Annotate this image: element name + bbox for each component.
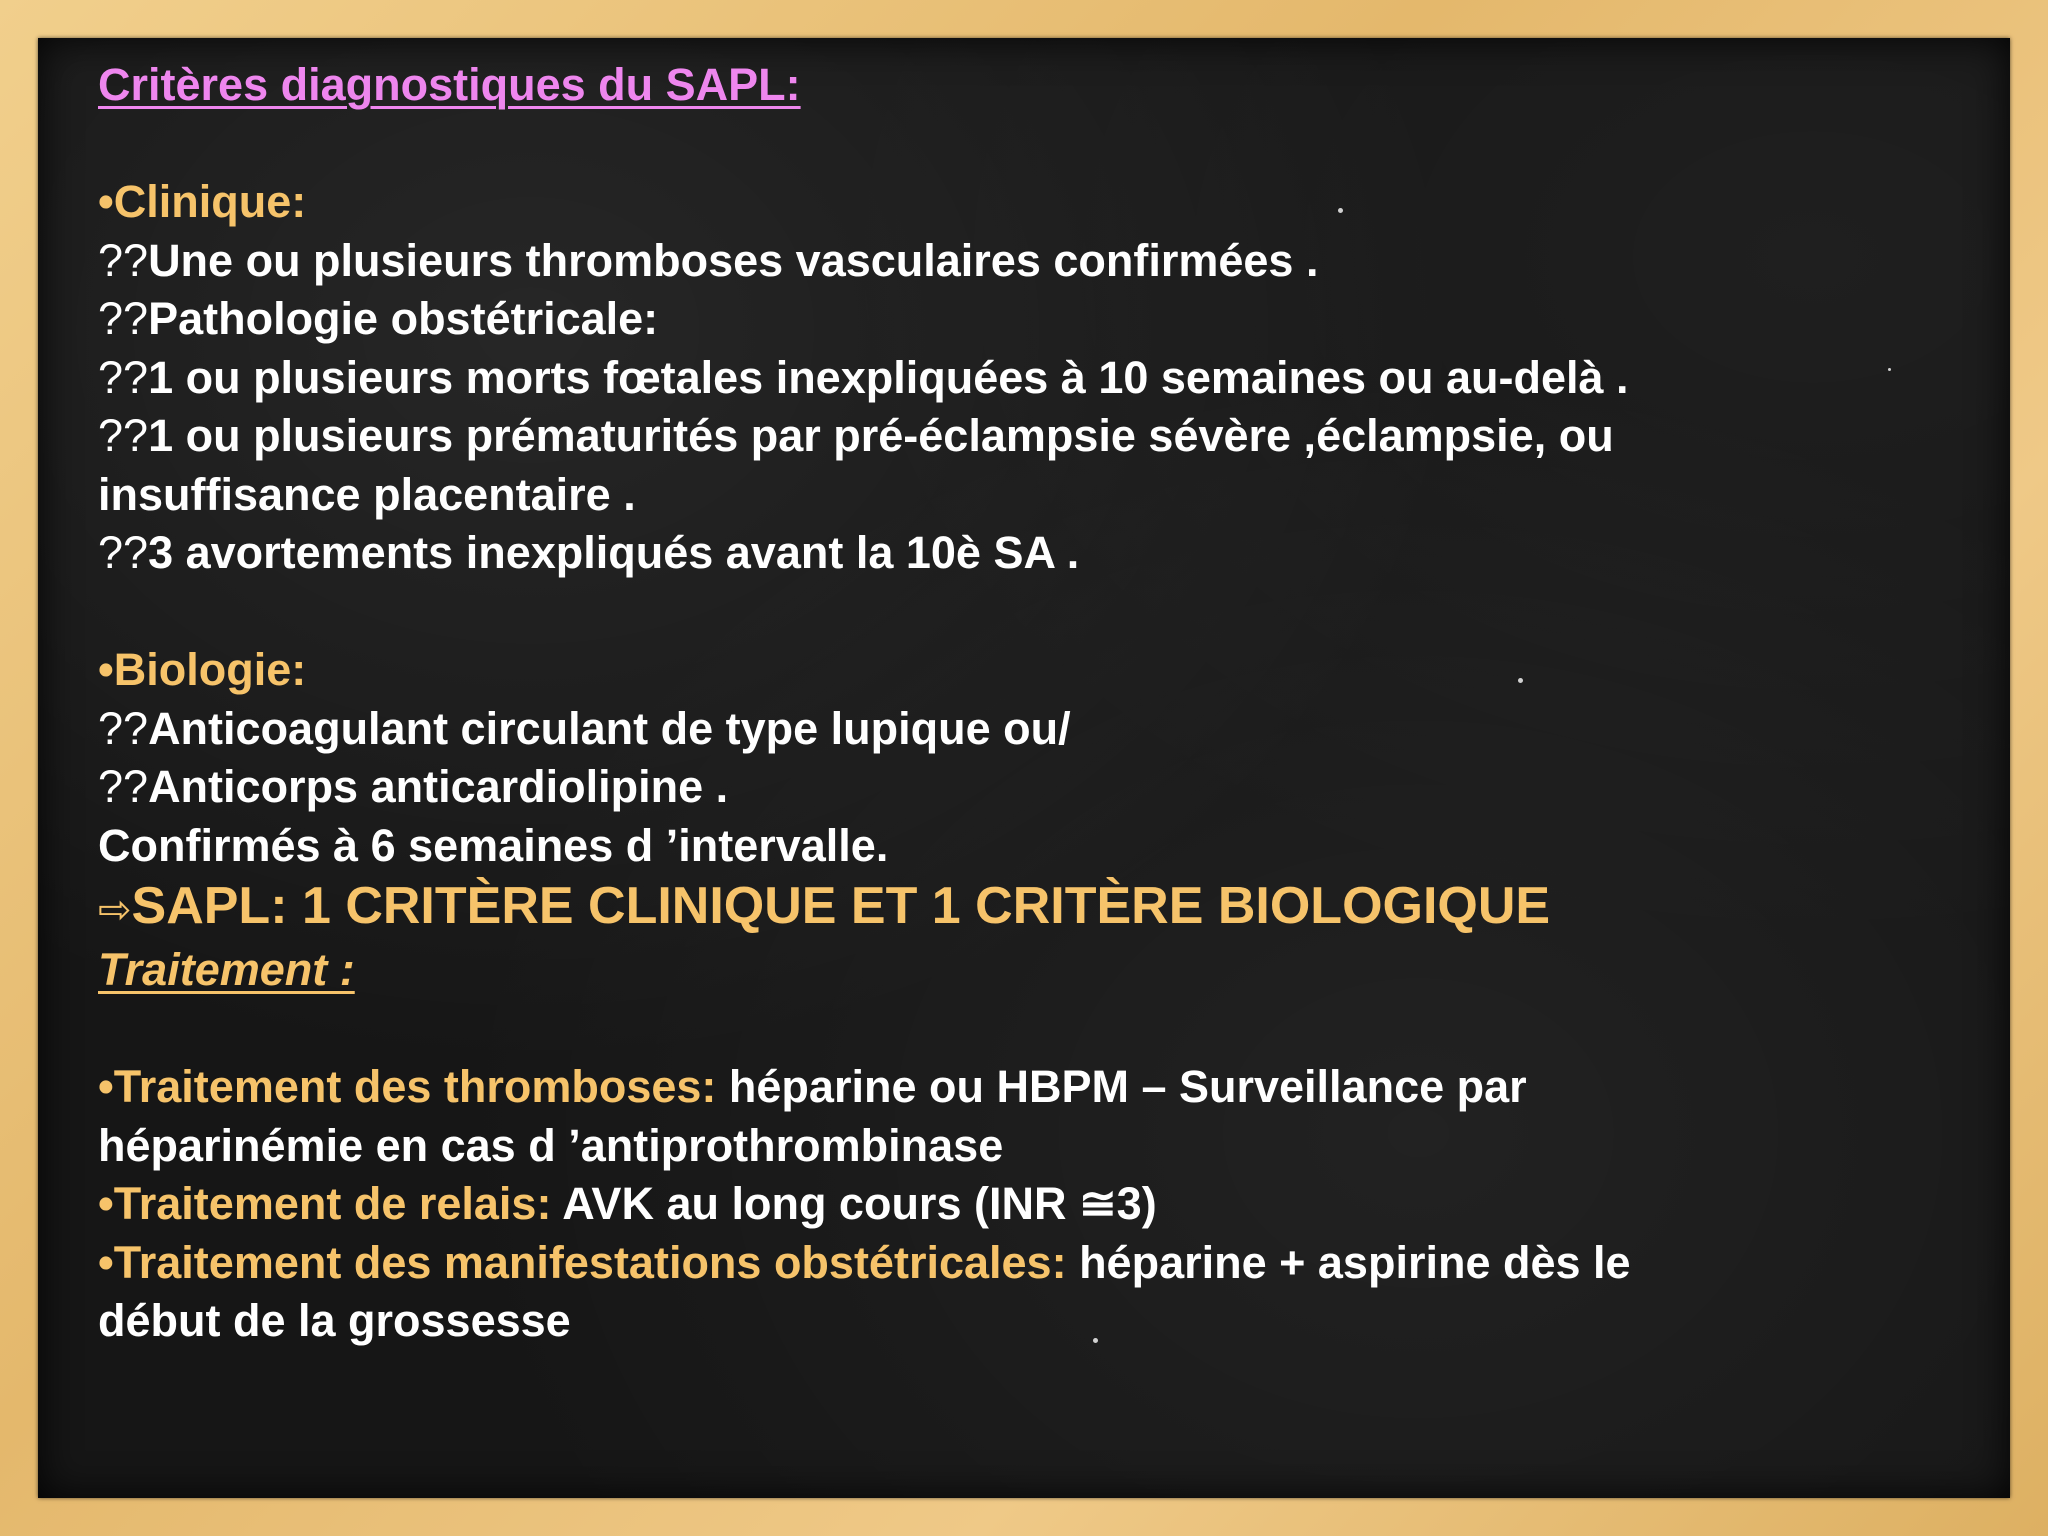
- slide-content: [98, 56, 1978, 1351]
- traitement-item: [98, 1234, 1978, 1293]
- clinique-heading: •Clinique:: [98, 176, 307, 227]
- item-prefix: ??: [98, 527, 149, 578]
- spacer: [98, 583, 1978, 642]
- traitement-item: [98, 1175, 1978, 1234]
- traitement-text: AVK au long cours (INR ≅3): [551, 1178, 1157, 1229]
- clinique-item: [98, 407, 1978, 466]
- clinique-item: [98, 466, 1978, 525]
- biologie-heading: •Biologie:: [98, 644, 307, 695]
- traitement-text: héparine + aspirine dès le: [1066, 1236, 1631, 1288]
- item-text: Une ou plusieurs thromboses vasculaires confirmées .: [148, 234, 1319, 286]
- traitement-label: •Traitement des manifestations obstétricales:: [98, 1236, 1067, 1288]
- conclusion-line: [98, 875, 1978, 941]
- traitement-label: •Traitement de relais:: [98, 1178, 552, 1229]
- conclusion-text: SAPL: 1 CRITÈRE CLINIQUE ET 1 CRITÈRE BIOLOGIQUE: [131, 877, 1551, 935]
- item-prefix: ??: [98, 702, 149, 754]
- item-text: Anticorps anticardiolipine .: [148, 761, 729, 812]
- item-text: insuffisance placentaire .: [98, 468, 636, 520]
- biologie-item: [98, 700, 1978, 759]
- item-text: 3 avortements inexpliqués avant la 10è SA .: [148, 527, 1080, 578]
- traitement-text: héparine ou HBPM – Surveillance par: [716, 1061, 1527, 1112]
- arrow-right-icon: ⇨: [98, 888, 132, 932]
- item-text: 1 ou plusieurs morts fœtales inexpliquées à 10 semaines ou au-delà .: [148, 351, 1629, 403]
- clinique-item: [98, 290, 1978, 349]
- traitement-continuation: héparinémie en cas d ’antiprothrombinase: [98, 1119, 1004, 1171]
- clinique-item: [98, 524, 1978, 583]
- item-prefix: ??: [98, 293, 149, 344]
- item-prefix: ??: [98, 761, 149, 812]
- traitement-continuation: début de la grossesse: [98, 1295, 571, 1346]
- clinique-item: [98, 232, 1978, 291]
- item-prefix: ??: [98, 410, 149, 461]
- biologie-confirmation: Confirmés à 6 semaines d ’intervalle.: [98, 819, 889, 871]
- item-prefix: ??: [98, 234, 149, 286]
- biologie-item: [98, 758, 1978, 817]
- clinique-item: [98, 349, 1978, 408]
- slide-title: Critères diagnostiques du SAPL:: [98, 59, 801, 110]
- item-text: Anticoagulant circulant de type lupique ou/: [148, 702, 1071, 754]
- traitement-heading: Traitement :: [98, 944, 355, 995]
- traitement-item: [98, 1058, 1978, 1117]
- item-text: 1 ou plusieurs prématurités par pré-éclampsie sévère ,éclampsie, ou: [148, 410, 1614, 461]
- traitement-label: •Traitement des thromboses:: [98, 1061, 717, 1112]
- spacer: [98, 1000, 1978, 1059]
- item-text: Pathologie obstétricale:: [148, 293, 659, 344]
- item-prefix: ??: [98, 351, 149, 403]
